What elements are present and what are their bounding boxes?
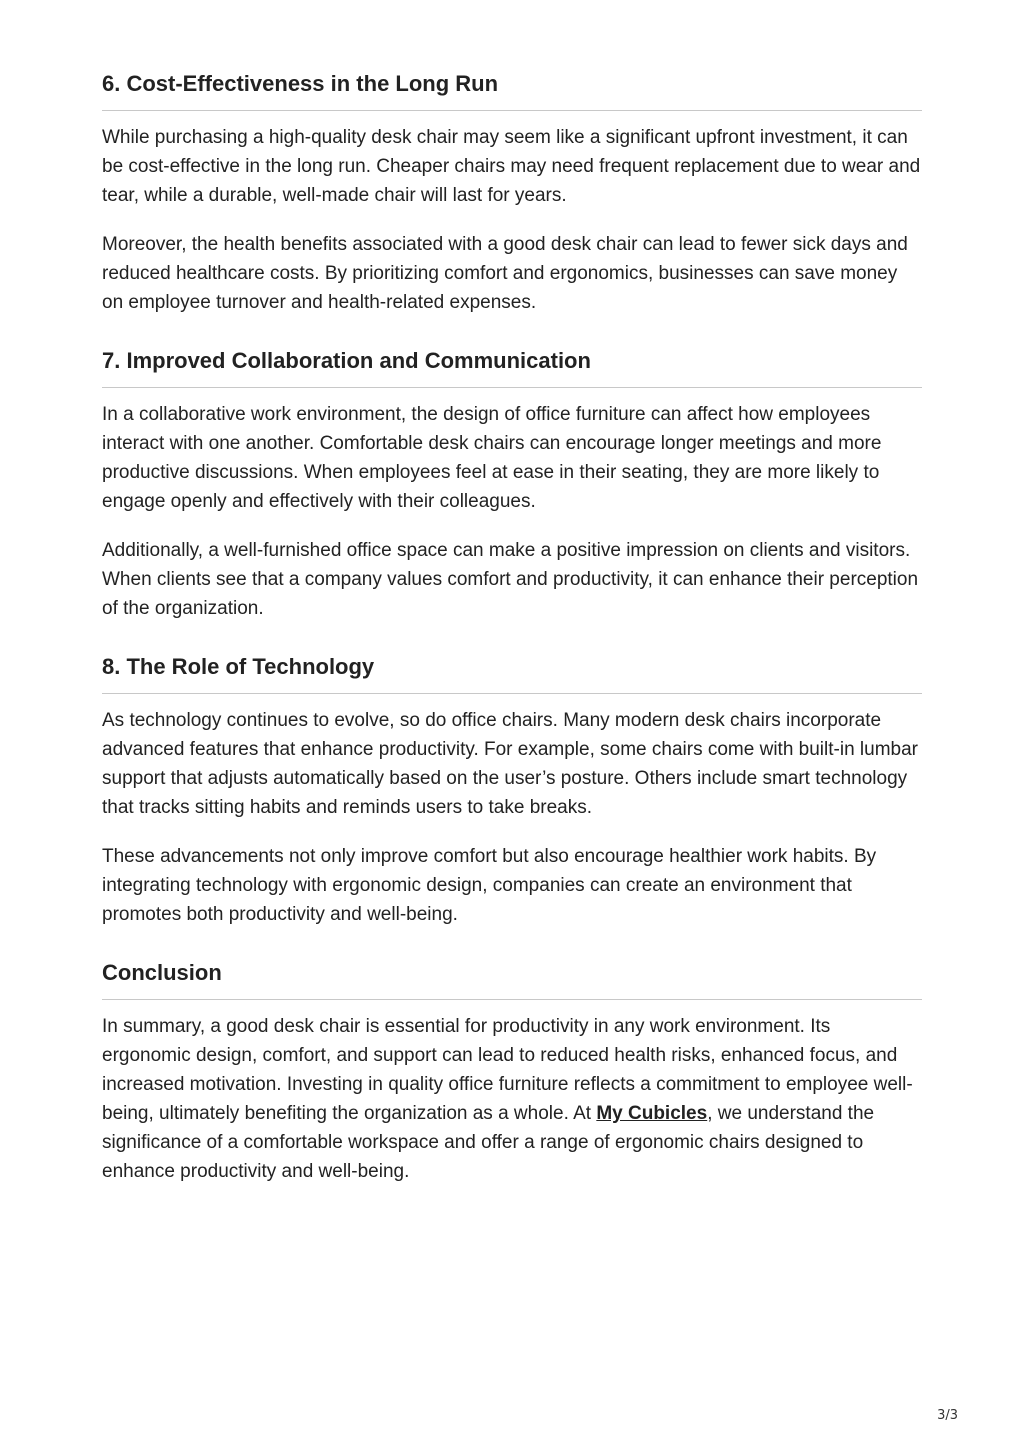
document-content [102, 68, 922, 1214]
page-number: 3/3 [937, 1408, 958, 1423]
section-cost-effectiveness [102, 68, 922, 317]
section-heading: 8. The Role of Technology [102, 651, 922, 694]
paragraph: These advancements not only improve comfort but also encourage healthier work habits. By integrating technology with ergonomic design, companies can create an environment that promotes both productivity and well-being. [102, 846, 877, 925]
paragraph: While purchasing a high-quality desk chair may seem like a significant upfront investment, it can be cost-effective in the long run. Cheaper chairs may need frequent replacement due to wear and tear, while a durable, well-made chair will last for years. [102, 127, 921, 206]
paragraph: Additionally, a well-furnished office space can make a positive impression on clients and visitors. When clients see that a company values comfort and productivity, it can enhance their perception of the organization. [102, 540, 919, 619]
paragraph: Moreover, the health benefits associated with a good desk chair can lead to fewer sick days and reduced healthcare costs. By prioritizing comfort and ergonomics, businesses can save money on employee turnover and health-related expenses. [102, 234, 908, 313]
paragraph: As technology continues to evolve, so do office chairs. Many modern desk chairs incorporate advanced features that enhance productivity. For example, some chairs come with built-in lumbar support that adjusts automatically based on the user’s posture. Others include smart technology that tracks sitting habits and reminds users to take breaks. [102, 710, 918, 818]
section-collaboration [102, 345, 922, 623]
section-conclusion [102, 957, 922, 1186]
section-technology [102, 651, 922, 929]
paragraph: In a collaborative work environment, the design of office furniture can affect how employees interact with one another. Comfortable desk chairs can encourage longer meetings and more productive discussions. When employees feel at ease in their seating, they are more likely to engage openly and effectively with their colleagues. [102, 404, 882, 512]
conclusion-text-after-link: , we understand the significance of a comfortable workspace and offer a range of ergonomic chairs designed to enhance productivity and well-being. [102, 1103, 875, 1182]
conclusion-paragraph [102, 1012, 922, 1186]
section-heading: 7. Improved Collaboration and Communication [102, 345, 922, 388]
conclusion-text-before-link: In summary, a good desk chair is essential for productivity in any work environment. Its ergonomic design, comfort, and support can lead to reduced health risks, enhanced focus, and increased motivation. Investing in quality office furniture reflects a commitment to employee well-being, ultimately benefiting the organization as a whole. At [102, 1016, 913, 1124]
section-heading: Conclusion [102, 957, 922, 1000]
section-heading: 6. Cost-Effectiveness in the Long Run [102, 68, 922, 111]
my-cubicles-link[interactable]: My Cubicles [596, 1103, 708, 1124]
